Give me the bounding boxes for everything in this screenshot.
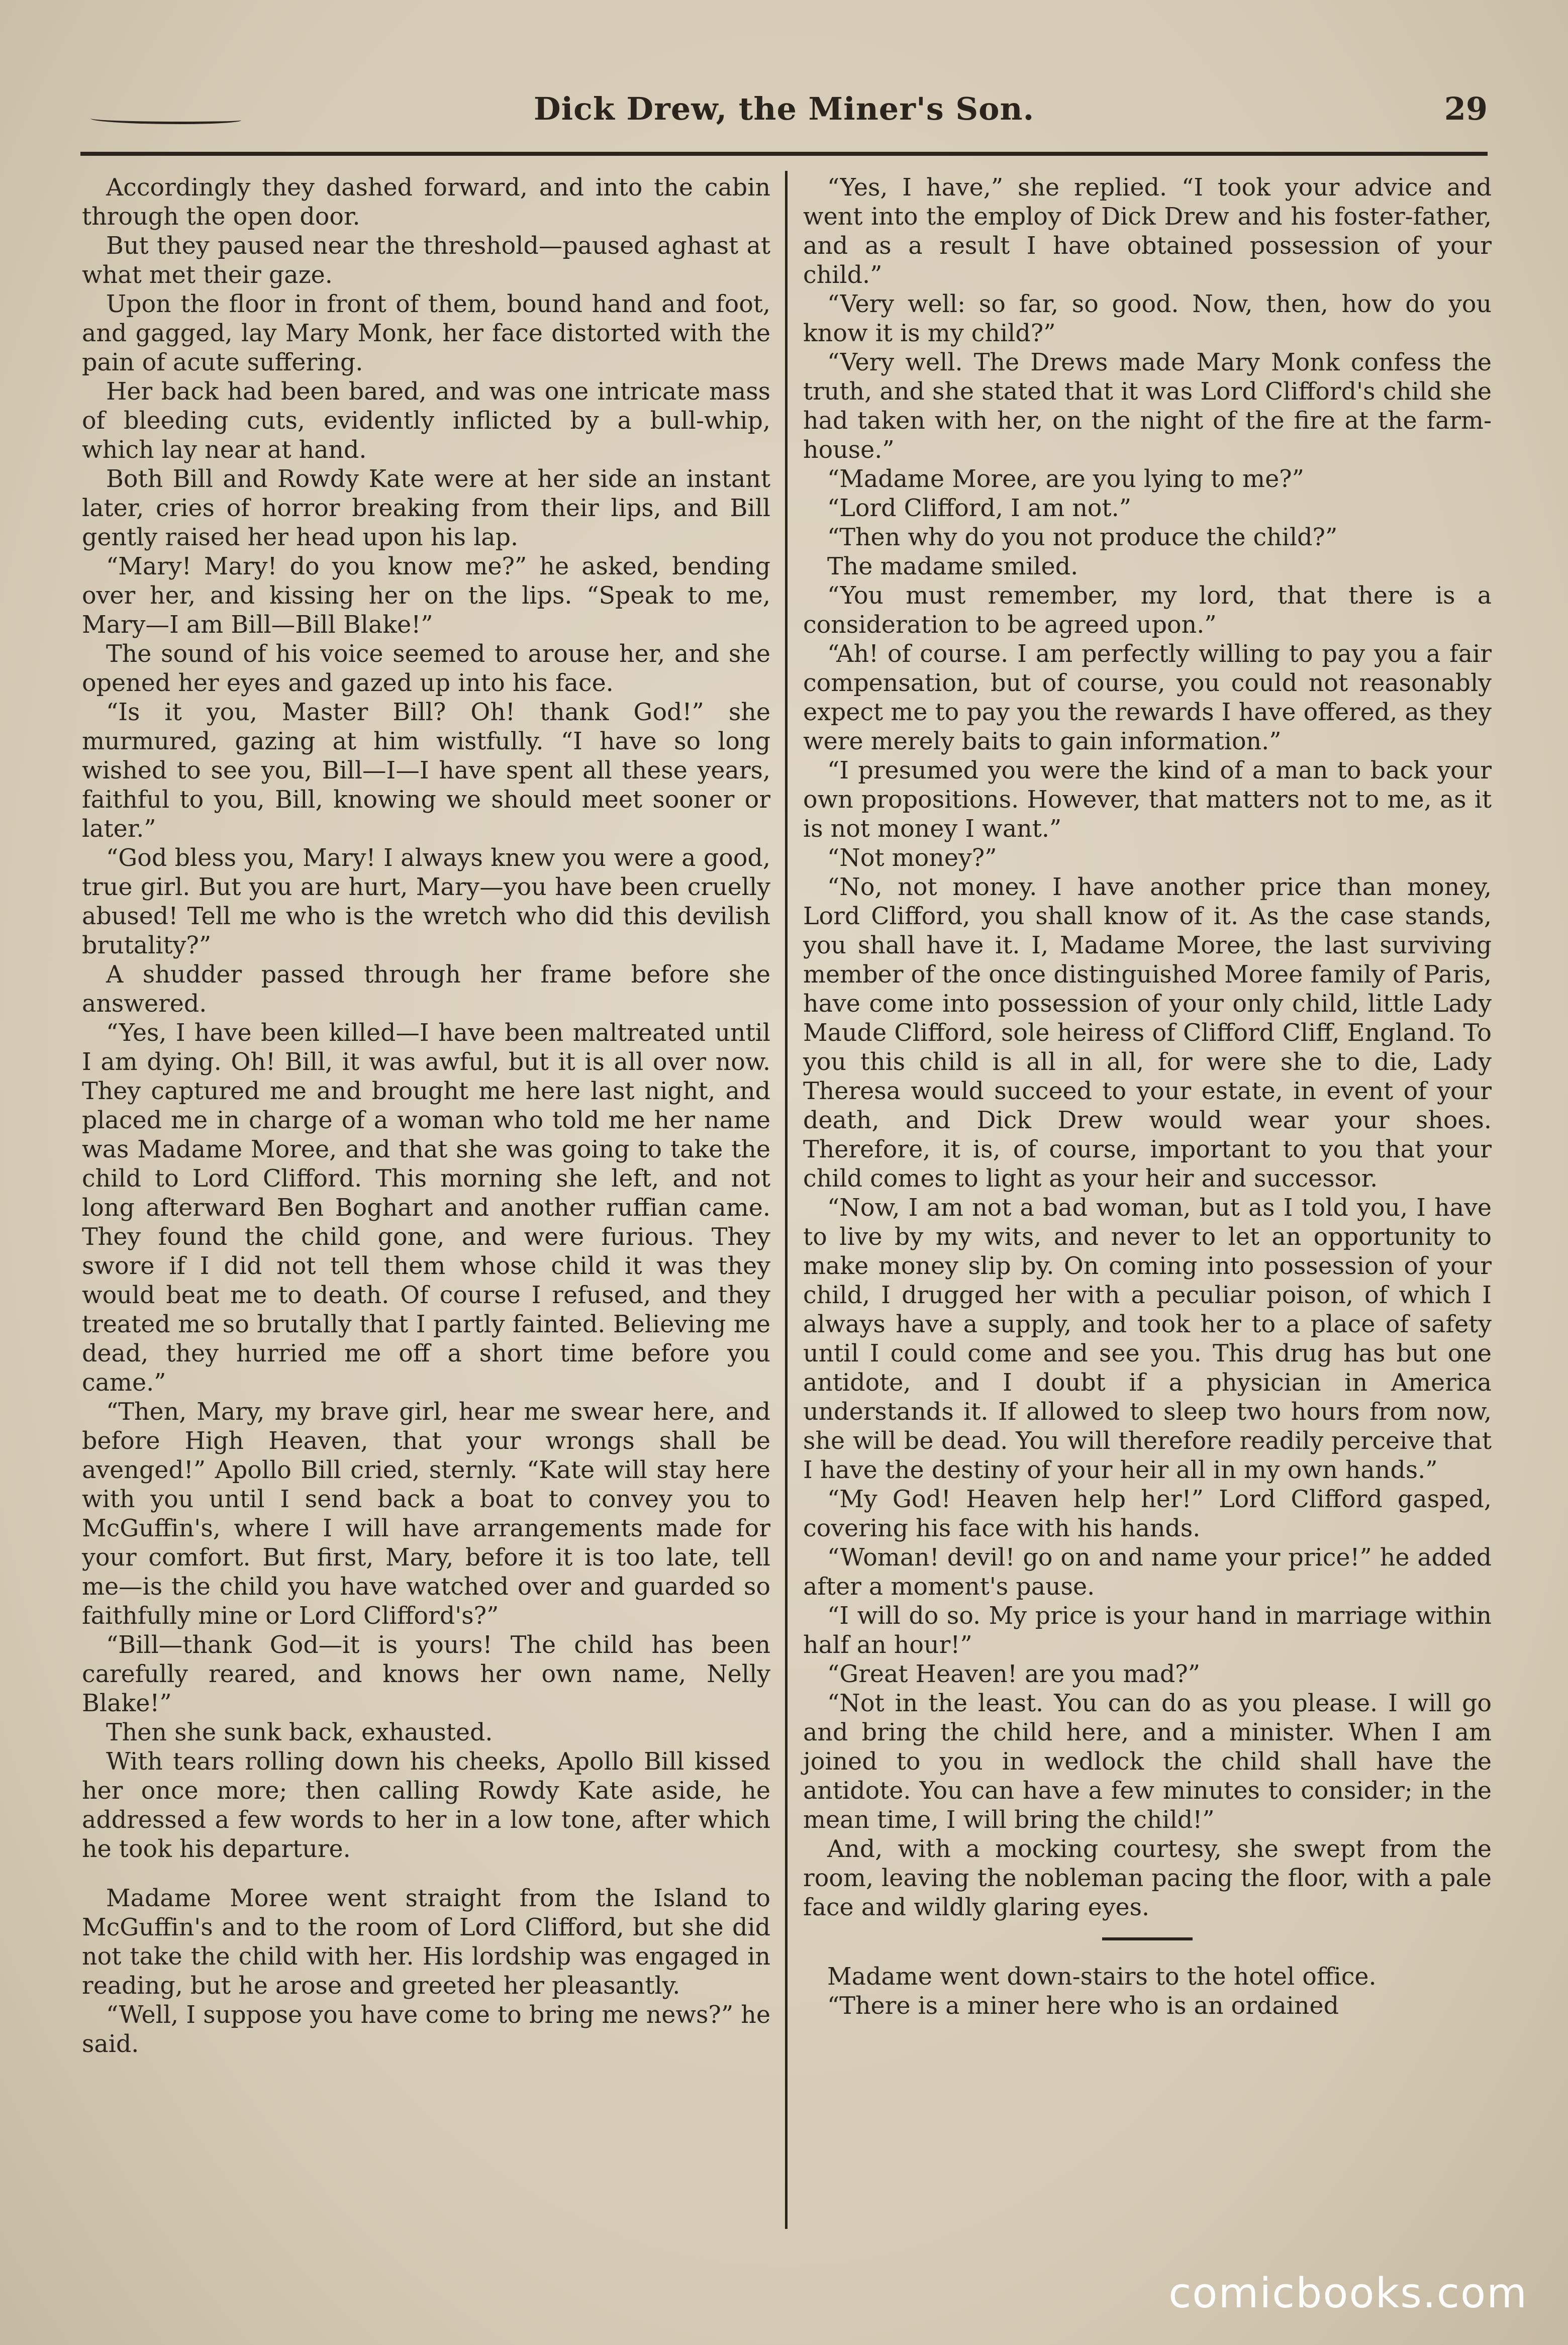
right-column: [803, 173, 1492, 2021]
paragraph: “Not money?”: [827, 844, 997, 872]
paragraph: A shudder passed through her frame before she answered.: [82, 961, 770, 1018]
paragraph: The madame smiled.: [827, 553, 1079, 580]
paragraph: “Yes, I have been killed—I have been maltreated until I am dying. Oh! Bill, it was awful, but it is all over now. They captured me and brought me here last night, and placed me in charge of a woman who told me her name was Madame Moree, and that she was going to take the child to Lord Clifford. This morning she left, and not long afterward Ben Boghart and another ruffian came. They found the child gone, and were furious. They swore if I did not tell them whose child it was they would beat me to death. Of course I refused, and they treated me so brutally that I partly fainted. Believing me dead, they hurried me off a short time before you came.”: [82, 1019, 770, 1397]
paragraph: “Then why do you not produce the child?”: [827, 524, 1338, 551]
left-column: [82, 173, 770, 2059]
paragraph: “Now, I am not a bad woman, but as I told you, I have to live by my wits, and never to let an opportunity to make money slip by. On coming into possession of your child, I drugged her with a peculiar poison, of which I always have a supply, and took her to a place of safety until I could come and see you. This drug has but one antidote, and I doubt if a physician in America understands it. If allowed to sleep two hours from now, she will be dead. You will therefore readily perceive that I have the destiny of your heir all in my own hands.”: [803, 1194, 1492, 1484]
paragraph: “Then, Mary, my brave girl, hear me swear here, and before High Heaven, that your wrongs shall be avenged!” Apollo Bill cried, sternly. “Kate will stay here with you until I send back a boat to convey you to McGuffin's, where I will have arrangements made for your comfort. But first, Mary, before it is too late, tell me—is the child you have watched over and guarded so faithfully mine or Lord Clifford's?”: [82, 1398, 770, 1630]
paragraph: “I will do so. My price is your hand in marriage within half an hour!”: [803, 1602, 1492, 1659]
running-header: [80, 75, 1488, 156]
header-rule: [80, 152, 1488, 156]
paragraph: Upon the floor in front of them, bound hand and foot, and gagged, lay Mary Monk, her face distorted with the pain of acute suffering.: [82, 290, 770, 376]
paragraph: Her back had been bared, and was one intricate mass of bleeding cuts, evidently inflicted by a bull-whip, which lay near at hand.: [82, 378, 770, 464]
paragraph: “Not in the least. You can do as you please. I will go and bring the child here, and a minister. When I am joined to you in wedlock the child shall have the antidote. You can have a few minutes to consider; in the mean time, I will bring the child!”: [803, 1690, 1492, 1834]
paragraph: Madame went down-stairs to the hotel office.: [827, 1963, 1377, 1991]
paragraph: “Woman! devil! go on and name your price!” he added after a moment's pause.: [803, 1544, 1492, 1601]
section-separator: [1102, 1937, 1193, 1940]
paragraph: “Lord Clifford, I am not.”: [827, 495, 1131, 522]
paragraph: “My God! Heaven help her!” Lord Clifford gasped, covering his face with his hands.: [803, 1486, 1492, 1542]
paragraph: “I presumed you were the kind of a man to back your own propositions. However, that matters not to me, as it is not money I want.”: [803, 757, 1492, 843]
paragraph: But they paused near the threshold—paused aghast at what met their gaze.: [82, 232, 770, 289]
paragraph: “Bill—thank God—it is yours! The child has been carefully reared, and knows her own name, Nelly Blake!”: [82, 1631, 770, 1717]
paragraph: Both Bill and Rowdy Kate were at her side an instant later, cries of horror breaking from their lips, and Bill gently raised her head upon his lap.: [82, 465, 770, 551]
paragraph: Then she sunk back, exhausted.: [106, 1719, 493, 1746]
column-divider: [785, 171, 788, 2229]
paragraph: “There is a miner here who is an ordained: [827, 1992, 1339, 2020]
paragraph: Accordingly they dashed forward, and into the cabin through the open door.: [82, 174, 770, 231]
paragraph: “Madame Moree, are you lying to me?”: [827, 465, 1304, 493]
site-watermark: comicbooks.com: [1168, 2270, 1528, 2317]
paragraph: With tears rolling down his cheeks, Apollo Bill kissed her once more; then calling Rowdy Kate aside, he addressed a few words to her in a low tone, after which he took his departure.: [82, 1748, 770, 1863]
paragraph: Madame Moree went straight from the Island to McGuffin's and to the room of Lord Clifford, but she did not take the child with her. His lordship was engaged in reading, but he arose and greeted her pleasantly.: [82, 1885, 770, 2000]
paragraph: “Very well: so far, so good. Now, then, how do you know it is my child?”: [803, 290, 1492, 347]
paragraph: The sound of his voice seemed to arouse her, and she opened her eyes and gazed up into his face.: [82, 640, 770, 697]
running-title: Dick Drew, the Miner's Son.: [533, 90, 1035, 127]
paragraph: “You must remember, my lord, that there is a consideration to be agreed upon.”: [803, 582, 1492, 639]
paragraph: “No, not money. I have another price than money, Lord Clifford, you shall know of it. As the case stands, you shall have it. I, Madame Moree, the last surviving member of the once distinguished Moree family of Paris, have come into possession of your only child, little Lady Maude Clifford, sole heiress of Clifford Cliff, England. To you this child is all in all, for were she to die, Lady Theresa would succeed to your estate, in event of your death, and Dick Drew would wear your shoes. Therefore, it is, of course, important to you that your child comes to light as your heir and successor.: [803, 873, 1492, 1193]
paragraph: “God bless you, Mary! I always knew you were a good, true girl. But you are hurt, Mary—you have been cruelly abused! Tell me who is the wretch who did this devilish brutality?”: [82, 844, 770, 959]
paragraph: “Ah! of course. I am perfectly willing to pay you a fair compensation, but of course, you could not reasonably expect me to pay you the rewards I have offered, as they were merely baits to gain information.”: [803, 640, 1492, 755]
paragraph: “Very well. The Drews made Mary Monk confess the truth, and she stated that it was Lord Clifford's child she had taken with her, on the night of the fire at the farm-house.”: [803, 349, 1492, 464]
paragraph: “Yes, I have,” she replied. “I took your advice and went into the employ of Dick Drew and his foster-father, and as a result I have obtained possession of your child.”: [803, 174, 1492, 289]
page-number: 29: [1444, 90, 1488, 127]
paragraph: “Is it you, Master Bill? Oh! thank God!” she murmured, gazing at him wistfully. “I have so long wished to see you, Bill—I—I have spent all these years, faithful to you, Bill, knowing we should meet sooner or later.”: [82, 699, 770, 843]
paragraph: “Mary! Mary! do you know me?” he asked, bending over her, and kissing her on the lips. “Speak to me, Mary—I am Bill—Bill Blake!”: [82, 553, 770, 639]
paragraph: “Well, I suppose you have come to bring me news?” he said.: [82, 2001, 770, 2058]
paragraph: And, with a mocking courtesy, she swept from the room, leaving the nobleman pacing the floor, with a pale face and wildly glaring eyes.: [803, 1835, 1492, 1921]
paragraph: “Great Heaven! are you mad?”: [827, 1660, 1201, 1688]
